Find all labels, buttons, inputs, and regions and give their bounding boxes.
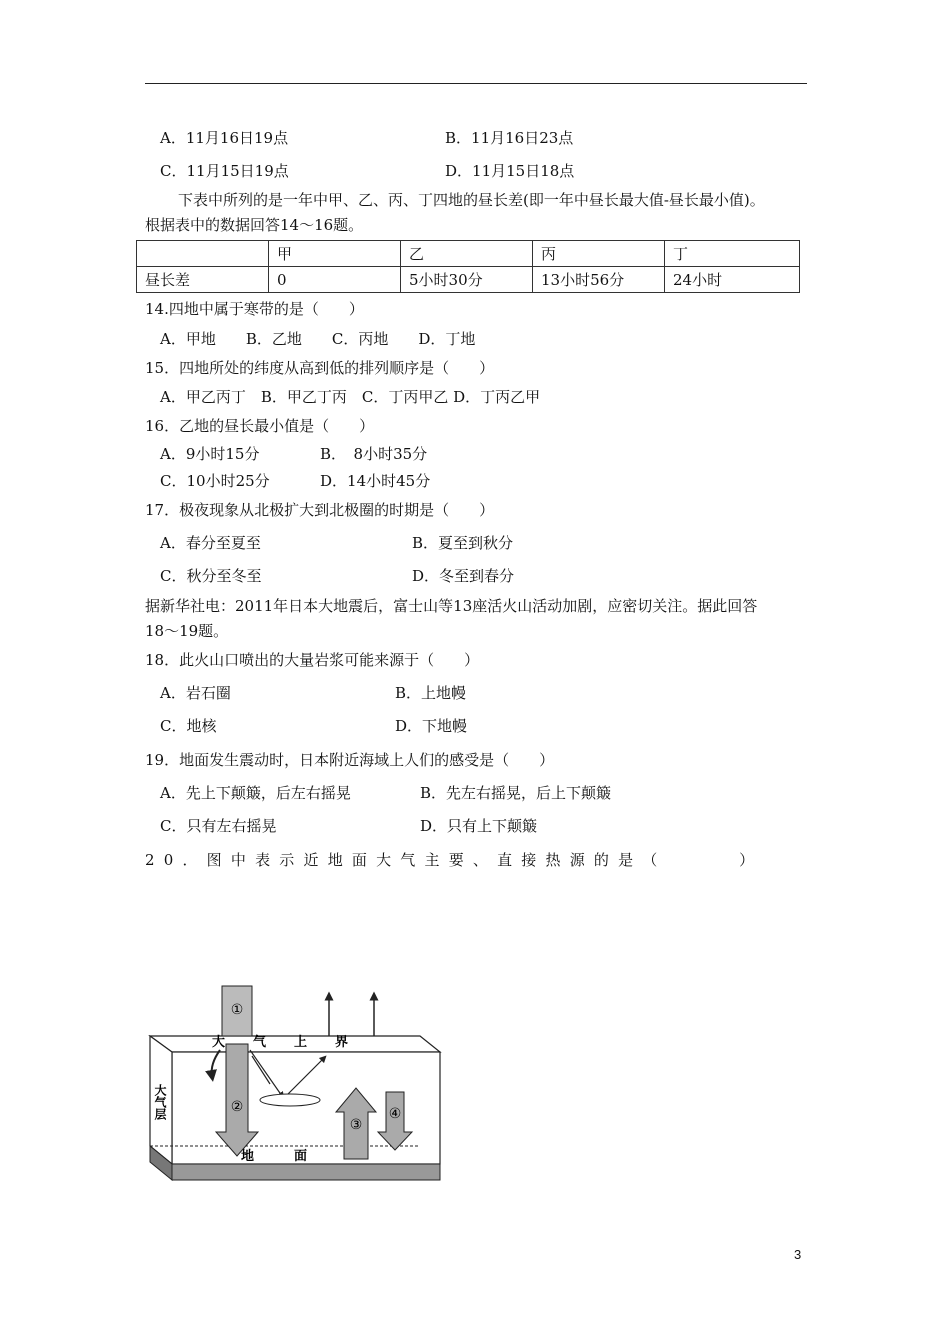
day-length-table (136, 240, 800, 293)
q19-option-b: B．先左右摇晃，后上下颠簸 (420, 784, 612, 802)
q17-option-a: A．春分至夏至 (160, 534, 261, 552)
ground-label: 地面 (240, 1149, 348, 1164)
table-header-row (137, 241, 800, 267)
arrow-4-label: ④ (388, 1106, 402, 1122)
q14-stem: 14.四地中属于寒带的是（ ） (145, 300, 364, 318)
table-header-cell: 甲 (269, 241, 401, 267)
q19-option-d: D．只有上下颠簸 (420, 817, 538, 835)
q19-option-a: A．先上下颠簸，后左右摇晃 (160, 784, 351, 802)
arrow-3-label: ③ (349, 1117, 363, 1133)
table-intro-line2: 根据表中的数据回答14～16题。 (145, 216, 364, 234)
table-cell: 5小时30分 (401, 267, 533, 293)
q17-stem: 17．极夜现象从北极扩大到北极圈的时期是（ ） (145, 501, 495, 519)
table-header-cell: 乙 (401, 241, 533, 267)
q18-stem: 18．此火山口喷出的大量岩浆可能来源于（ ） (145, 651, 480, 669)
q16-stem: 16．乙地的昼长最小值是（ ） (145, 417, 375, 435)
table-header-cell (137, 241, 269, 267)
q20-stem: 20．图中表示近地面大气主要、直接热源的是（ ） (145, 851, 764, 869)
table-cell: 24小时 (665, 267, 800, 293)
atmosphere-layer-label: 大气层 (153, 1084, 167, 1120)
q18-option-c: C．地核 (160, 717, 217, 735)
q13-option-b: B．11月16日23点 (445, 129, 574, 147)
q15-options: A．甲乙丙丁 B．甲乙丁丙 C．丁丙甲乙 D．丁丙乙甲 (160, 388, 541, 406)
table-header-cell: 丁 (665, 241, 800, 267)
q18-option-b: B．上地幔 (395, 684, 467, 702)
table-intro-line1: 下表中所列的是一年中甲、乙、丙、丁四地的昼长差(即一年中昼长最大值-昼长最小值)。 (178, 191, 765, 209)
upper-atmosphere-label: 大气上界 (211, 1035, 377, 1050)
q16-option-a: A．9小时15分 (160, 445, 260, 463)
table-header-cell: 丙 (533, 241, 665, 267)
q17-option-b: B．夏至到秋分 (412, 534, 514, 552)
page-number: 3 (794, 1247, 802, 1262)
q15-stem: 15．四地所处的纬度从高到低的排列顺序是（ ） (145, 359, 495, 377)
q13-option-c: C．11月15日19点 (160, 162, 289, 180)
table-cell: 13小时56分 (533, 267, 665, 293)
q17-option-d: D．冬至到春分 (412, 567, 515, 585)
atmosphere-heat-diagram (144, 984, 446, 1182)
volcano-intro-line1: 据新华社电：2011年日本大地震后，富士山等13座活火山活动加剧，应密切关注。据此回答 (145, 597, 758, 615)
table-cell: 0 (269, 267, 401, 293)
q19-stem: 19．地面发生震动时，日本附近海域上人们的感受是（ ） (145, 751, 555, 769)
q16-option-b: B． 8小时35分 (320, 445, 428, 463)
header-rule (145, 83, 807, 84)
q18-option-a: A．岩石圈 (160, 684, 231, 702)
q19-option-c: C．只有左右摇晃 (160, 817, 277, 835)
arrow-2-label: ② (230, 1099, 244, 1115)
q13-option-a: A．11月16日19点 (160, 129, 289, 147)
table-row-label: 昼长差 (137, 267, 269, 293)
q16-option-c: C．10小时25分 (160, 472, 270, 490)
table-row (137, 267, 800, 293)
q18-option-d: D．下地幔 (395, 717, 468, 735)
volcano-intro-line2: 18～19题。 (145, 622, 229, 640)
q14-options: A．甲地 B．乙地 C．丙地 D．丁地 (160, 330, 476, 348)
q17-option-c: C．秋分至冬至 (160, 567, 262, 585)
q13-option-d: D．11月15日18点 (445, 162, 575, 180)
arrow-1-label: ① (230, 1002, 244, 1018)
q16-option-d: D．14小时45分 (320, 472, 431, 490)
